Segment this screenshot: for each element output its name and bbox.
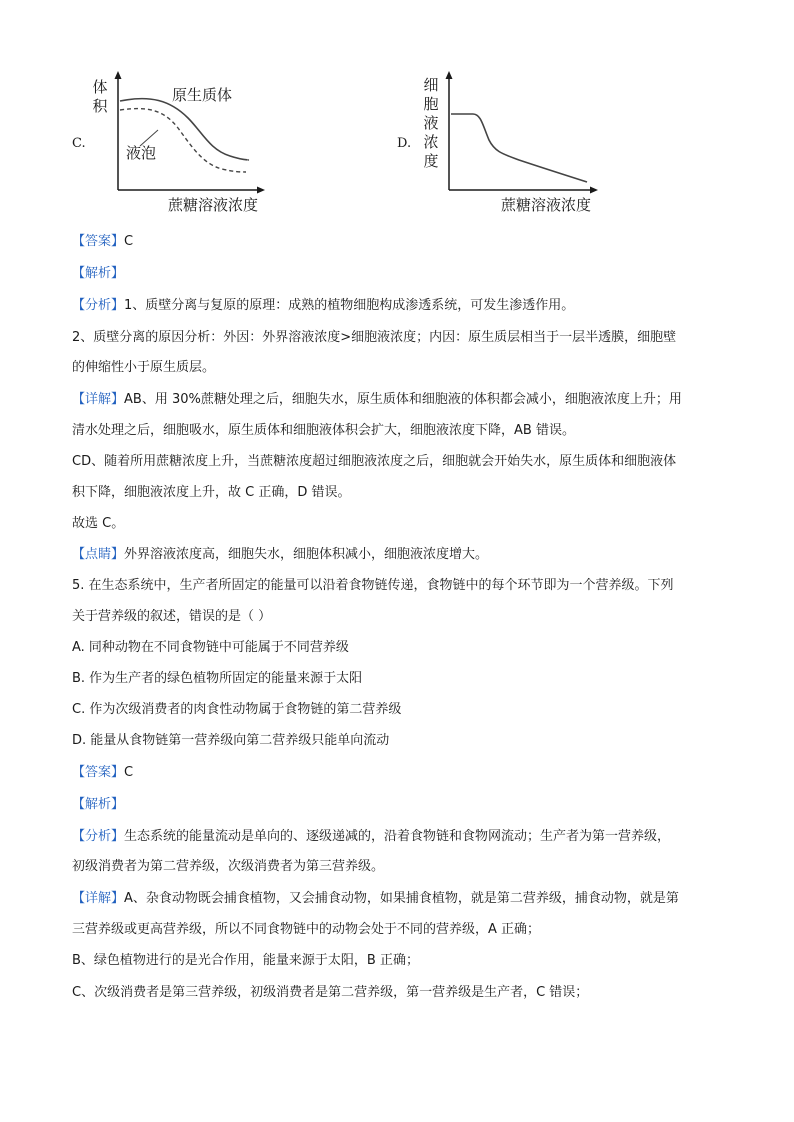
line-text: 1、质壁分离与复原的原理：成熟的植物细胞构成渗透系统，可发生渗透作用。 [124,298,575,313]
line-text: B、绿色植物进行的是光合作用，能量来源于太阳，B 正确； [72,953,419,968]
figure-d-y-axis-label: 细胞液浓度 [423,76,439,170]
line-text: C [124,234,134,249]
line-text: A、杂食动物既会捕食植物，又会捕食动物，如果捕食植物，就是第二营养级，捕食动物，就是第 [124,891,679,906]
text-line [72,296,732,316]
text-line [72,328,732,348]
line-tag: 【详解】 [72,891,125,906]
line-tag: 【点睛】 [72,547,125,562]
text-line-answer [72,232,732,252]
text-line [72,452,732,472]
text-line [72,983,732,1003]
text-line [72,920,732,940]
text-line [72,514,732,534]
line-text: AB、用 30%蔗糖处理之后，细胞失水，原生质体和细胞液的体积都会减小，细胞液浓度上升；用 [124,392,682,407]
line-text: CD、随着所用蔗糖浓度上升，当蔗糖浓度超过细胞液浓度之后，细胞就会开始失水，原生质体和细胞液体 [72,454,677,469]
option-c [72,700,732,720]
line-text: 生态系统的能量流动是单向的、逐级递减的，沿着食物链和食物网流动；生产者为第一营养级， [124,829,671,844]
figure-c-x-arrow [257,187,265,194]
text-line [72,827,732,847]
text-line [72,483,732,503]
text-line-analysis-heading [72,264,732,284]
line-tag: 【解析】 [72,266,125,281]
line-text: D. 能量从食物链第一营养级向第二营养级只能单向流动 [72,733,390,748]
figure-d-x-axis-label: 蔗糖溶液浓度 [501,196,592,214]
line-tag: 【答案】 [72,234,125,249]
text-line-answer [72,763,732,783]
figure-c-plot [70,70,280,200]
line-text: C [124,765,134,780]
line-text: 关于营养级的叙述，错误的是（ ） [72,609,272,624]
text-line [72,889,732,909]
text-line [72,857,732,877]
text-line [72,390,732,410]
line-text: 初级消费者为第二营养级，次级消费者为第三营养级。 [72,859,385,874]
text-line [72,951,732,971]
line-text: 2、质壁分离的原因分析：外因：外界溶液浓度>细胞液浓度；内因：原生质层相当于一层半透膜，细胞壁 [72,330,677,345]
text-line [72,545,732,565]
line-tag: 【详解】 [72,392,125,407]
figure-c-curve1-label: 原生质体 [172,86,233,104]
option-a [72,638,732,658]
figure-c-curve2 [120,109,246,172]
line-tag: 【分析】 [72,298,125,313]
text-line [72,421,732,441]
text-line-analysis-heading [72,795,732,815]
question-stem [72,607,732,627]
line-tag: 【分析】 [72,829,125,844]
line-text: 积下降，细胞液浓度上升，故 C 正确，D 错误。 [72,485,351,500]
question-stem [72,576,732,596]
figure-c-label: C. [72,136,86,151]
line-text: 5. 在生态系统中，生产者所固定的能量可以沿着食物链传递，食物链中的每个环节即为一个营养级。下列 [72,578,674,593]
figure-d-plot [395,70,615,200]
text-line [72,358,732,378]
line-text: A. 同种动物在不同食物链中可能属于不同营养级 [72,640,349,655]
line-tag: 【解析】 [72,797,125,812]
line-text: 三营养级或更高营养级，所以不同食物链中的动物会处于不同的营养级，A 正确； [72,922,541,937]
line-tag: 【答案】 [72,765,125,780]
figure-c-curve1 [120,99,248,160]
figure-c [70,70,280,220]
figure-d-curve [451,114,587,182]
option-b [72,669,732,689]
line-text: 外界溶液浓度高，细胞失水，细胞体积减小，细胞液浓度增大。 [124,547,489,562]
figure-d-y-arrow [446,71,453,79]
line-text: B. 作为生产者的绿色植物所固定的能量来源于太阳 [72,671,363,686]
line-text: C、次级消费者是第三营养级，初级消费者是第二营养级，第一营养级是生产者，C 错误； [72,985,589,1000]
figure-c-y-arrow [115,71,122,79]
figure-d-label: D. [397,136,412,151]
line-text: 的伸缩性小于原生质层。 [72,360,216,375]
line-text: 故选 C。 [72,516,125,531]
line-text: C. 作为次级消费者的肉食性动物属于食物链的第二营养级 [72,702,402,717]
figure-d [395,70,615,220]
line-text: 清水处理之后，细胞吸水，原生质体和细胞液体积会扩大，细胞液浓度下降，AB 错误。 [72,423,575,438]
figure-d-x-arrow [590,187,598,194]
figure-c-y-axis-label: 体积 [92,78,108,115]
figure-c-x-axis-label: 蔗糖溶液浓度 [168,196,259,214]
figure-c-curve2-label: 液泡 [126,144,157,162]
option-d [72,731,732,751]
figure-c-pointer [140,130,158,146]
